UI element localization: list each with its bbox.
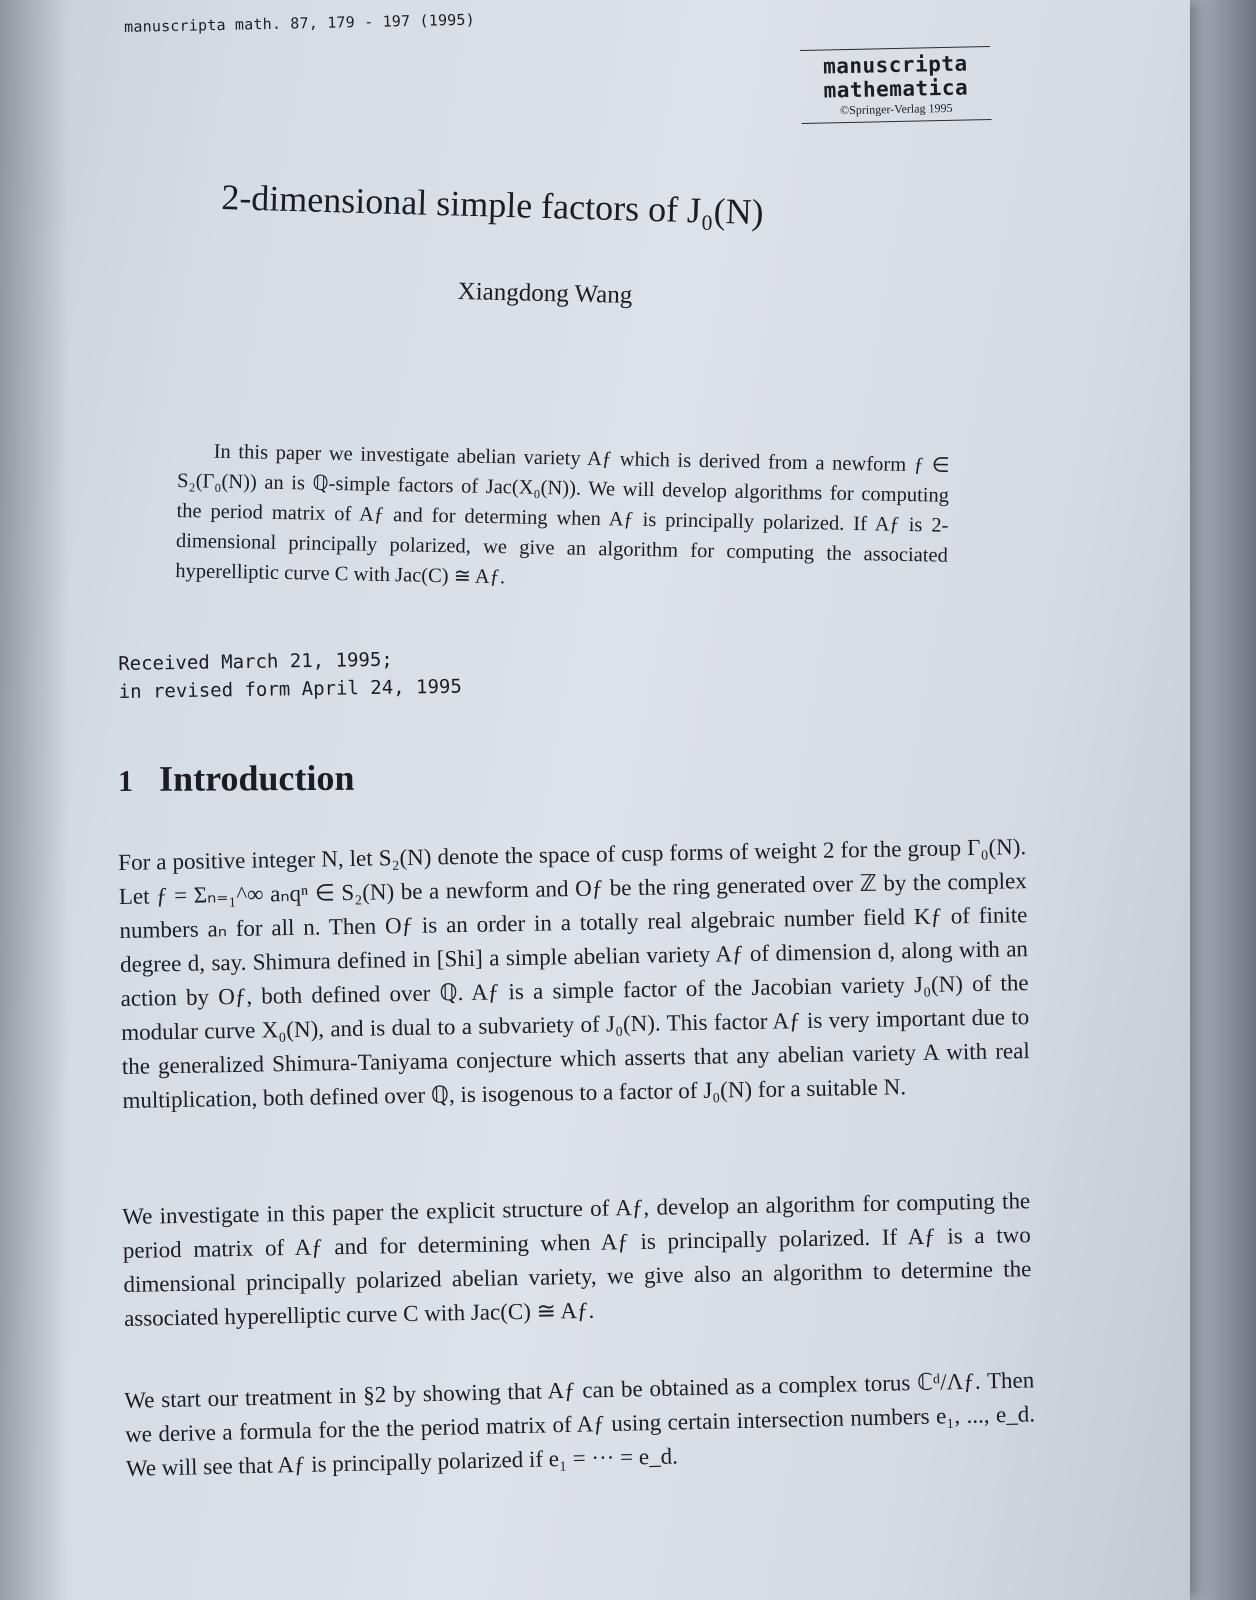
section-heading: [118, 757, 355, 800]
journal-name-line2: mathematica: [823, 75, 969, 103]
journal-citation: manuscripta math. 87, 179 - 197 (1995): [124, 10, 476, 36]
journal-logo-box: [800, 46, 992, 124]
intro-paragraph: For a positive integer N, let S₂(N) denote the space of cusp forms of weight 2 for the group Γ₀(N). Let ƒ = Σₙ₌₁^∞ aₙqⁿ ∈ S₂(N) be a newform and Oƒ be the ring generated over ℤ by the complex numbers aₙ for all n. Then Oƒ is an order in a totally real algebraic number field Kƒ of finite degree d, say. Shimura defined in [Shi] a simple abelian variety Aƒ of dimension d, along with an action by Oƒ, both defined over ℚ. Aƒ is a simple factor of the Jacobian variety J₀(N) of the modular curve X₀(N), and is dual to a subvariety of J₀(N). This factor Aƒ is very important due to the generalized Shimura-Taniyama conjecture which asserts that any abelian variety A with real multiplication, both defined over ℚ, is isogenous to a factor of J₀(N) for a suitable N.: [118, 834, 1030, 1113]
intro-paragraph: We start our treatment in §2 by showing that Aƒ can be obtained as a complex torus ℂᵈ/Λƒ. Then we derive a formula for the the period matrix of Aƒ using certain intersection numbers e₁, ..., e_d. We will see that Aƒ is principally polarized if e₁ = ··· = e_d.: [124, 1367, 1036, 1481]
spine-shadow: [0, 0, 70, 1600]
section-number: 1: [118, 764, 134, 798]
revised-date: in revised form April 24, 1995: [118, 675, 462, 703]
intro-paragraph: We investigate in this paper the explicit structure of Aƒ, develop an algorithm for computing the period matrix of Aƒ and for determining when Aƒ is principally polarized. If Aƒ is a two dimensional principally polarized abelian variety, we give also an algorithm to determine the associated hyperelliptic curve C with Jac(C) ≅ Aƒ.: [122, 1188, 1032, 1331]
abstract: In this paper we investigate abelian variety Aƒ which is derived from a newform ƒ ∈ S₂(Γ₀(N)) an is ℚ-simple factors of Jac(X₀(N)). We will develop algorithms for computing the period matrix of Aƒ and for determing when Aƒ is principally polarized. If Aƒ is 2-dimensional principally polarized, we give an algorithm for computing the associated hyperelliptic curve C with Jac(C) ≅ Aƒ.: [175, 440, 950, 589]
received-date: Received March 21, 1995;: [118, 648, 393, 675]
received-dates: [118, 645, 462, 706]
publisher-copyright: ©Springer-Verlag 1995: [839, 100, 953, 118]
section-title: Introduction: [159, 757, 355, 799]
paper-title: 2-dimensional simple factors of J₀(N): [220, 176, 765, 233]
journal-name-line1: manuscripta: [822, 51, 968, 79]
paper-author: Xiangdong Wang: [457, 278, 633, 309]
